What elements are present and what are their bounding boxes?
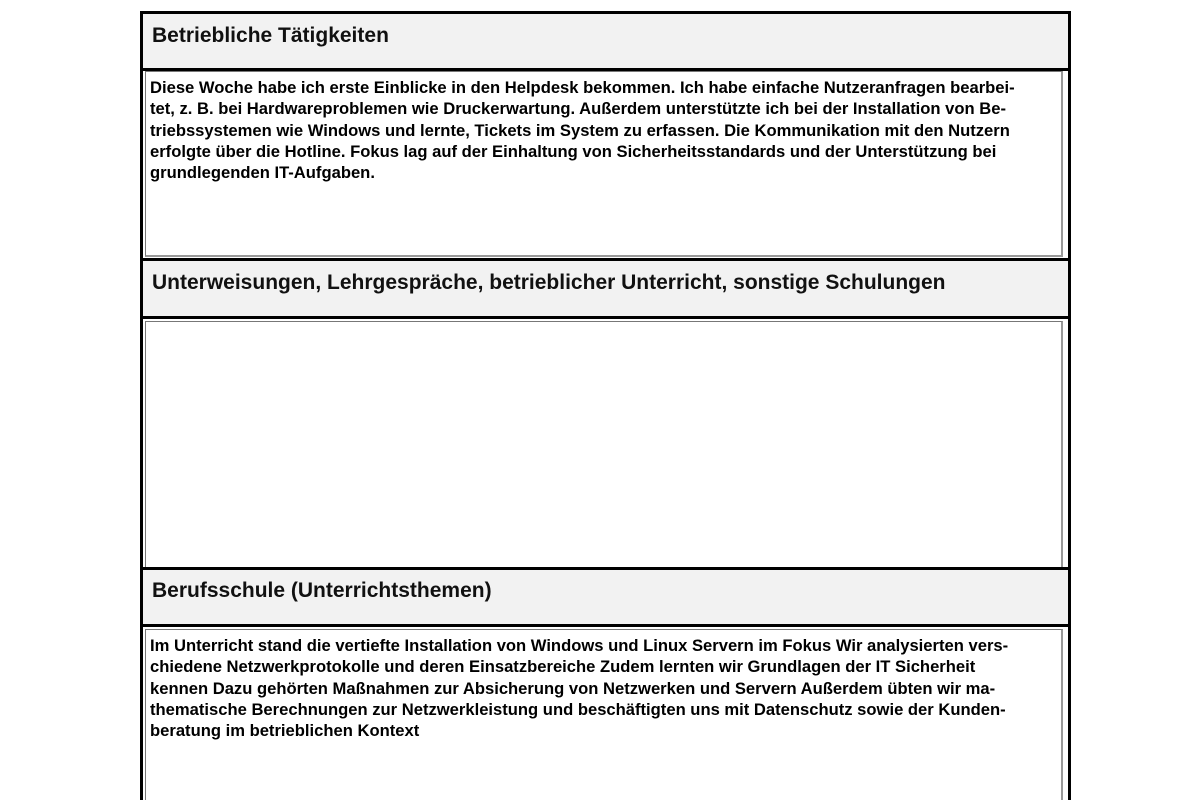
section-title: Unterweisungen, Lehrgespräche, betrieblicher Unterricht, sonstige Schulungen (152, 271, 946, 294)
textarea-content (150, 635, 1008, 741)
text-line: Diese Woche habe ich erste Einblicke in den Helpdesk bekommen. Ich habe einfache Nutzeranfragen bearbei- (150, 78, 1015, 97)
text-line: kennen Dazu gehörten Maßnahmen zur Absicherung von Netzwerken und Servern Außerdem übten wir ma- (150, 678, 996, 698)
text-line: chiedene Netzwerkprotokolle und deren Einsatzbereiche Zudem lernten wir Grundlagen der IT Sicherheit (150, 657, 976, 677)
section-header-betriebliche-taetigkeiten (143, 14, 1068, 71)
section-header-berufsschule (143, 570, 1068, 627)
text-line: tet, z. B. bei Hardwareproblemen wie Druckerwartung. Außerdem unterstützte ich bei der Installation von Be- (150, 99, 1006, 119)
section-title: Betriebliche Tätigkeiten (152, 24, 389, 47)
section-header-unterweisungen (143, 261, 1068, 319)
section-title: Berufsschule (Unterrichtsthemen) (152, 579, 492, 602)
unterweisungen-textarea[interactable] (145, 321, 1063, 569)
text-line: grundlegenden IT-Aufgaben. (150, 163, 375, 183)
text-line: Im Unterricht stand die vertiefte Installation von Windows und Linux Servern im Fokus Wir analysierten vers- (150, 636, 1009, 655)
textarea-content (150, 77, 1015, 183)
text-line: thematische Berechnungen zur Netzwerkleistung und beschäftigten uns mit Datenschutz sowie der Kunden- (150, 699, 1006, 719)
text-line: erfolgte über die Hotline. Fokus lag auf der Einhaltung von Sicherheitsstandards und der Unterstützung bei (150, 141, 997, 161)
text-line: beratung im betrieblichen Kontext (150, 721, 420, 741)
report-form (140, 11, 1071, 800)
text-line: triebssystemen wie Windows und lernte, Tickets im System zu erfassen. Die Kommunikation mit den Nutzern (150, 120, 1010, 140)
betriebliche-taetigkeiten-textarea[interactable] (145, 71, 1063, 257)
berufsschule-textarea[interactable] (145, 629, 1063, 800)
